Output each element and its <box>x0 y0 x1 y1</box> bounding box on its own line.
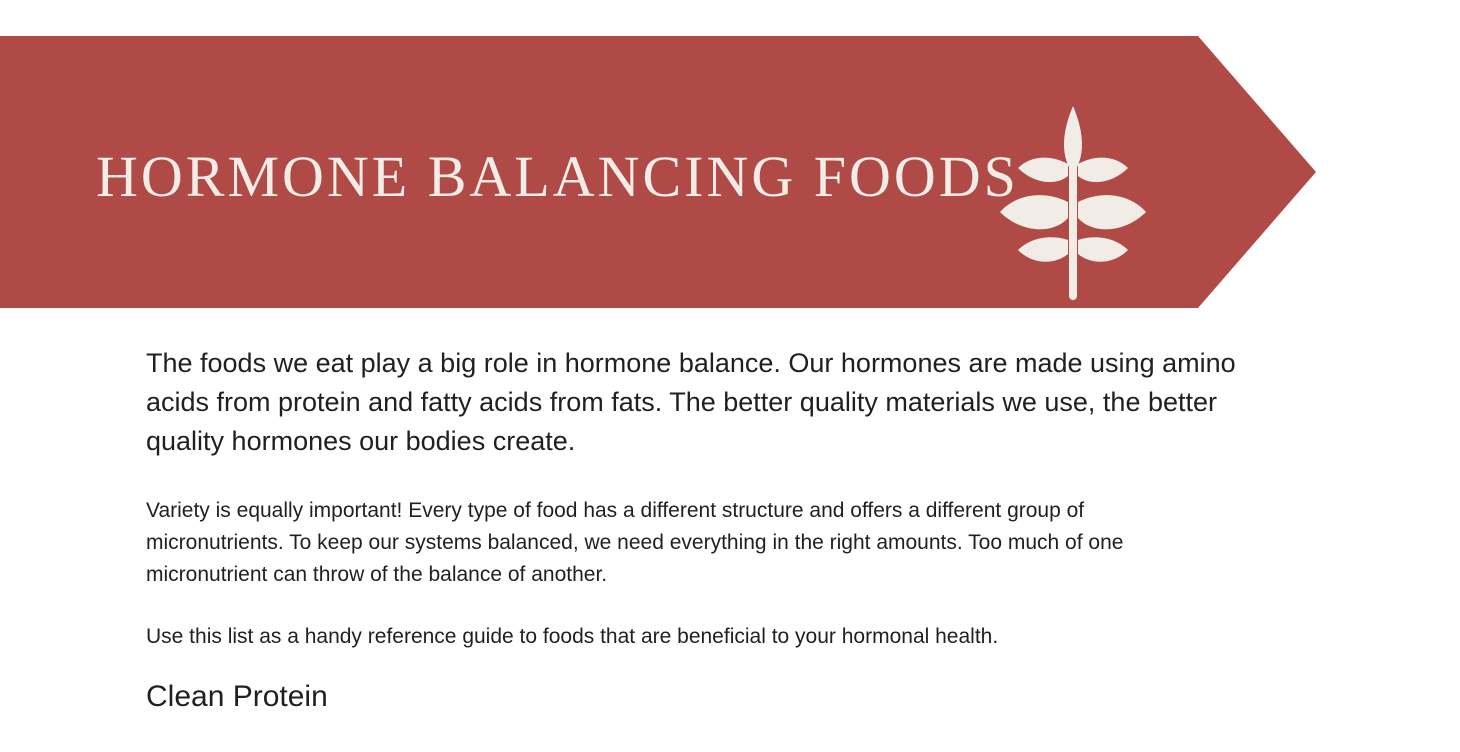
leaf-plant-icon <box>968 98 1178 308</box>
page-title: HORMONE BALANCING FOODS <box>96 144 1019 209</box>
header-banner <box>0 36 1316 308</box>
paragraph-variety: Variety is equally important! Every type of food has a different structure and offers a different group of micronutrients. To keep our systems balanced, we need everything in the right amounts. Too much of one micronutrient can throw of the balance of another. <box>146 499 1124 587</box>
paragraph-reference-guide: Use this list as a handy reference guide to foods that are beneficial to your hormonal health. <box>146 625 999 649</box>
section-heading-clean-protein: Clean Protein <box>146 680 328 714</box>
document-body <box>146 344 1306 715</box>
lead-paragraph: The foods we eat play a big role in hormone balance. Our hormones are made using amino acids from protein and fatty acids from fats. The better quality materials we use, the better quality hormones our bodies create. <box>146 348 1236 457</box>
